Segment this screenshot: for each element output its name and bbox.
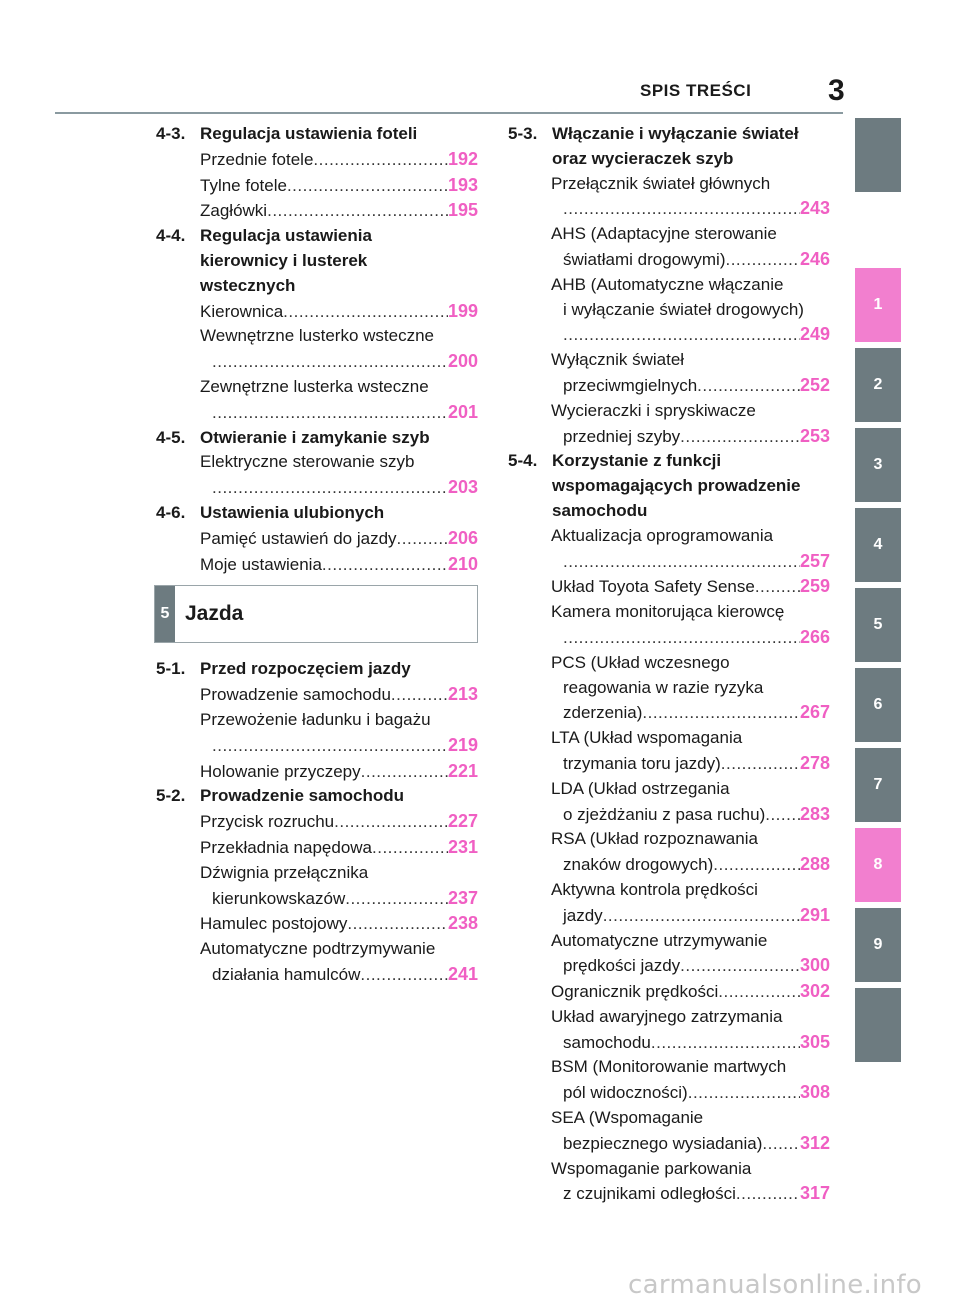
chapter-tab-9[interactable]: 9: [855, 908, 901, 982]
toc-entry[interactable]: Przekładnia napędowa ..... 231: [200, 835, 478, 861]
page-link[interactable]: 278: [799, 752, 830, 773]
toc-entry[interactable]: Wycieraczki i spryskiwacze przedniej szyby ..... 253: [551, 399, 830, 450]
page-link[interactable]: 192: [447, 148, 478, 169]
page-link[interactable]: 252: [799, 374, 830, 395]
chapter-tab-2[interactable]: 2: [855, 348, 901, 422]
page-link[interactable]: 308: [799, 1082, 830, 1103]
page-link[interactable]: 231: [447, 836, 478, 857]
section-heading: 4-5. Otwieranie i zamykanie szyb: [156, 427, 430, 447]
toc-entry[interactable]: Automatyczne podtrzymywanie działania hamulców ..... 241: [200, 937, 478, 988]
section-heading: 5-2. Prowadzenie samochodu: [156, 786, 405, 806]
page-link[interactable]: 283: [799, 803, 830, 824]
toc-entry[interactable]: Przewożenie ładunku i bagażu ..... 219: [200, 708, 478, 759]
toc-right-column: [508, 122, 830, 1207]
toc-entry[interactable]: RSA (Układ rozpoznawania znaków drogowych) ..... 288: [551, 827, 830, 878]
page-link[interactable]: 237: [447, 887, 478, 908]
chapter-heading-box: [154, 585, 478, 643]
chapter-tab-6[interactable]: 6: [855, 668, 901, 742]
page-link[interactable]: 227: [447, 811, 478, 832]
toc-entry[interactable]: Pamięć ustawień do jazdy ..... 206: [200, 526, 478, 552]
page-link[interactable]: 221: [447, 760, 478, 781]
toc-entry[interactable]: Przycisk rozruchu ..... 227: [200, 809, 478, 835]
toc-left-column: [156, 122, 478, 988]
page-link[interactable]: 210: [447, 553, 478, 574]
page-link[interactable]: 195: [447, 200, 478, 221]
page-link[interactable]: 203: [447, 477, 478, 498]
section-heading: 5-3. Włączanie i wyłączanie świateł oraz wycieraczek szyb: [508, 124, 799, 168]
page-number: 3: [828, 74, 845, 107]
page-link[interactable]: 266: [799, 626, 830, 647]
toc-entry[interactable]: Prowadzenie samochodu ..... 213: [200, 682, 478, 708]
page-link[interactable]: 300: [799, 955, 830, 976]
chapter-tab-blank-top[interactable]: [855, 118, 901, 192]
page-link[interactable]: 253: [799, 425, 830, 446]
toc-entry[interactable]: Hamulec postojowy ..... 238: [200, 911, 478, 937]
toc-entry[interactable]: Dźwignia przełącznika kierunkowskazów ..... 237: [200, 861, 478, 912]
toc-entry[interactable]: Holowanie przyczepy ..... 221: [200, 759, 478, 785]
toc-entry[interactable]: AHS (Adaptacyjne sterowanie światłami drogowymi) ..... 246: [551, 222, 830, 273]
page-link[interactable]: 206: [447, 527, 478, 548]
chapter-tab-7[interactable]: 7: [855, 748, 901, 822]
toc-entry[interactable]: Ogranicznik prędkości ..... 302: [551, 979, 830, 1005]
page-link[interactable]: 259: [799, 576, 830, 597]
chapter-title: Jazda: [185, 601, 244, 625]
toc-entry[interactable]: BSM (Monitorowanie martwych pól widoczności) ..... 308: [551, 1055, 830, 1106]
page-link[interactable]: 317: [799, 1183, 830, 1204]
toc-entry[interactable]: Tylne fotele ..... 193: [200, 173, 478, 199]
header-rule: [55, 112, 843, 114]
toc-entry[interactable]: Kierownica ..... 199: [200, 299, 478, 325]
page-link[interactable]: 199: [447, 300, 478, 321]
page-link[interactable]: 200: [447, 351, 478, 372]
chapter-tab-4[interactable]: 4: [855, 508, 901, 582]
toc-entry[interactable]: Automatyczne utrzymywanie prędkości jazdy ..... 300: [551, 929, 830, 980]
toc-entry[interactable]: Zewnętrzne lusterka wsteczne ..... 201: [200, 375, 478, 426]
watermark-text: carmanualsonline.info: [628, 1270, 923, 1300]
toc-entry[interactable]: Aktywna kontrola prędkości jazdy ..... 291: [551, 878, 830, 929]
toc-entry[interactable]: Moje ustawienia ..... 210: [200, 552, 478, 578]
page-link[interactable]: 193: [447, 174, 478, 195]
section-heading: 4-3. Regulacja ustawienia foteli: [156, 124, 418, 143]
page-link[interactable]: 219: [447, 734, 478, 755]
toc-entry[interactable]: Wspomaganie parkowania z czujnikami odległości ..... 317: [551, 1157, 830, 1208]
section-heading: 5-4. Korzystanie z funkcji wspomagających prowadzenie samochodu: [508, 451, 801, 520]
toc-entry[interactable]: PCS (Układ wczesnego reagowania w razie ryzyka zderzenia) ..... 267: [551, 651, 830, 726]
page-link[interactable]: 305: [799, 1031, 830, 1052]
toc-entry[interactable]: Układ awaryjnego zatrzymania samochodu ..... 305: [551, 1005, 830, 1056]
section-heading: 4-4. Regulacja ustawienia kierownicy i lusterek wstecznych: [156, 226, 372, 295]
page-link[interactable]: 291: [799, 904, 830, 925]
chapter-tab-3[interactable]: 3: [855, 428, 901, 502]
toc-entry[interactable]: Wewnętrzne lusterko wsteczne ..... 200: [200, 324, 478, 375]
page-link[interactable]: 288: [799, 854, 830, 875]
page-link[interactable]: 201: [447, 401, 478, 422]
page-link[interactable]: 312: [799, 1132, 830, 1153]
chapter-tab-1[interactable]: 1: [855, 268, 901, 342]
chapter-tab-blank-bottom[interactable]: [855, 988, 901, 1062]
page-link[interactable]: 249: [799, 324, 830, 345]
toc-entry[interactable]: SEA (Wspomaganie bezpiecznego wysiadania) ..... 312: [551, 1106, 830, 1157]
toc-entry[interactable]: Wyłącznik świateł przeciwmgielnych ..... 252: [551, 348, 830, 399]
page-link[interactable]: 302: [799, 981, 830, 1002]
toc-entry[interactable]: Zagłówki ..... 195: [200, 198, 478, 224]
toc-entry[interactable]: LTA (Układ wspomagania trzymania toru jazdy) ..... 278: [551, 726, 830, 777]
toc-entry[interactable]: Kamera monitorująca kierowcę ..... 266: [551, 600, 830, 651]
page-link[interactable]: 243: [799, 198, 830, 219]
toc-entry[interactable]: Przednie fotele ..... 192: [200, 147, 478, 173]
page-link[interactable]: 241: [447, 963, 478, 984]
page-link[interactable]: 213: [447, 684, 478, 705]
toc-entry[interactable]: Aktualizacja oprogramowania ..... 257: [551, 524, 830, 575]
chapter-tab-8[interactable]: 8: [855, 828, 901, 902]
section-heading: 5-1. Przed rozpoczęciem jazdy: [156, 659, 411, 679]
chapter-number: 5: [155, 586, 175, 642]
page-link[interactable]: 267: [799, 702, 830, 723]
toc-entry[interactable]: AHB (Automatyczne włączanie i wyłączanie świateł drogowych) ..... 249: [551, 273, 830, 348]
page-link[interactable]: 246: [799, 248, 830, 269]
chapter-tab-5[interactable]: 5: [855, 588, 901, 662]
toc-entry[interactable]: LDA (Układ ostrzegania o zjeżdżaniu z pasa ruchu) ..... 283: [551, 777, 830, 828]
page-link[interactable]: 257: [799, 550, 830, 571]
toc-entry[interactable]: Elektryczne sterowanie szyb ..... 203: [200, 450, 478, 501]
toc-entry[interactable]: Przełącznik świateł głównych ..... 243: [551, 172, 830, 223]
header-title: SPIS TREŚCI: [640, 81, 752, 100]
section-heading: 4-6. Ustawienia ulubionych: [156, 502, 385, 522]
page-link[interactable]: 238: [447, 913, 478, 934]
toc-entry[interactable]: Układ Toyota Safety Sense ..... 259: [551, 574, 830, 600]
